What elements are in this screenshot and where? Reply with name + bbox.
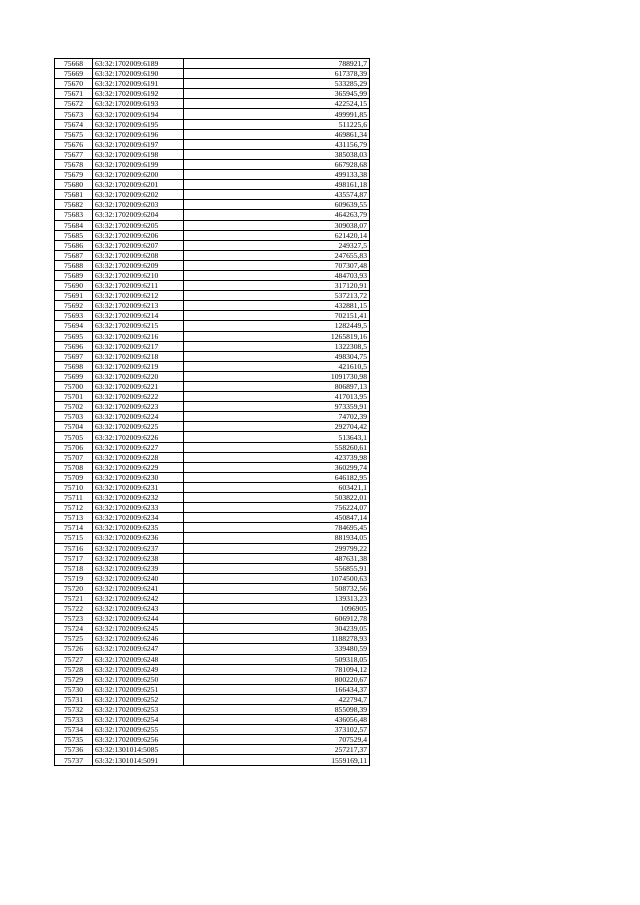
row-number-cell: 75686 — [55, 240, 93, 250]
row-number-cell: 75722 — [55, 604, 93, 614]
value-cell: 511225,6 — [184, 119, 370, 129]
table-row — [55, 220, 370, 230]
value-cell: 788921,7 — [184, 59, 370, 69]
cadastral-number-cell: 63:32:1702009:6227 — [93, 442, 184, 452]
cadastral-number-cell: 63:32:1702009:6231 — [93, 482, 184, 492]
row-number-cell: 75718 — [55, 563, 93, 573]
row-number-cell: 75678 — [55, 159, 93, 169]
cadastral-number-cell: 63:32:1702009:6199 — [93, 159, 184, 169]
row-number-cell: 75701 — [55, 392, 93, 402]
row-number-cell: 75695 — [55, 331, 93, 341]
cadastral-number-cell: 63:32:1702009:6237 — [93, 543, 184, 553]
table-row — [55, 503, 370, 513]
row-number-cell: 75675 — [55, 129, 93, 139]
table-row — [55, 180, 370, 190]
value-cell: 464263,79 — [184, 210, 370, 220]
cadastral-number-cell: 63:32:1702009:6245 — [93, 624, 184, 634]
cadastral-number-cell: 63:32:1702009:6248 — [93, 654, 184, 664]
value-cell: 702151,41 — [184, 311, 370, 321]
table-row — [55, 331, 370, 341]
value-cell: 484703,93 — [184, 270, 370, 280]
cadastral-number-cell: 63:32:1702009:6229 — [93, 462, 184, 472]
table-row — [55, 412, 370, 422]
table-row — [55, 361, 370, 371]
row-number-cell: 75680 — [55, 180, 93, 190]
table-row — [55, 371, 370, 381]
cadastral-number-cell: 63:32:1702009:6212 — [93, 291, 184, 301]
value-cell: 309038,07 — [184, 220, 370, 230]
cadastral-number-cell: 63:32:1702009:6225 — [93, 422, 184, 432]
cadastral-number-cell: 63:32:1702009:6256 — [93, 735, 184, 745]
table-row — [55, 452, 370, 462]
cadastral-number-cell: 63:32:1702009:6251 — [93, 684, 184, 694]
row-number-cell: 75688 — [55, 260, 93, 270]
row-number-cell: 75696 — [55, 341, 93, 351]
table-row — [55, 351, 370, 361]
row-number-cell: 75728 — [55, 664, 93, 674]
table-row — [55, 684, 370, 694]
value-cell: 249327,5 — [184, 240, 370, 250]
row-number-cell: 75672 — [55, 99, 93, 109]
row-number-cell: 75729 — [55, 674, 93, 684]
value-cell: 292704,42 — [184, 422, 370, 432]
value-cell: 360299,74 — [184, 462, 370, 472]
row-number-cell: 75682 — [55, 200, 93, 210]
table-row — [55, 422, 370, 432]
cadastral-number-cell: 63:32:1702009:6193 — [93, 99, 184, 109]
row-number-cell: 75673 — [55, 109, 93, 119]
row-number-cell: 75725 — [55, 634, 93, 644]
row-number-cell: 75734 — [55, 725, 93, 735]
row-number-cell: 75716 — [55, 543, 93, 553]
value-cell: 299799,22 — [184, 543, 370, 553]
value-cell: 487631,38 — [184, 553, 370, 563]
row-number-cell: 75735 — [55, 735, 93, 745]
value-cell: 1096905 — [184, 604, 370, 614]
table-row — [55, 462, 370, 472]
value-cell: 784695,45 — [184, 523, 370, 533]
table-row — [55, 654, 370, 664]
cadastral-number-cell: 63:32:1702009:6213 — [93, 301, 184, 311]
cadastral-number-cell: 63:32:1702009:6249 — [93, 664, 184, 674]
row-number-cell: 75731 — [55, 694, 93, 704]
cadastral-number-cell: 63:32:1702009:6209 — [93, 260, 184, 270]
table-row — [55, 89, 370, 99]
data-table — [54, 58, 370, 766]
cadastral-number-cell: 63:32:1702009:6192 — [93, 89, 184, 99]
cadastral-number-cell: 63:32:1702009:6200 — [93, 170, 184, 180]
value-cell: 509318,05 — [184, 654, 370, 664]
value-cell: 855098,39 — [184, 705, 370, 715]
row-number-cell: 75732 — [55, 705, 93, 715]
cadastral-number-cell: 63:32:1702009:6255 — [93, 725, 184, 735]
table-row — [55, 382, 370, 392]
row-number-cell: 75709 — [55, 472, 93, 482]
table-row — [55, 210, 370, 220]
table-row — [55, 240, 370, 250]
value-cell: 304239,05 — [184, 624, 370, 634]
row-number-cell: 75669 — [55, 69, 93, 79]
cadastral-number-cell: 63:32:1301014:5085 — [93, 745, 184, 755]
table-row — [55, 119, 370, 129]
cadastral-number-cell: 63:32:1301014:5091 — [93, 755, 184, 765]
cadastral-number-cell: 63:32:1702009:6197 — [93, 139, 184, 149]
table-row — [55, 79, 370, 89]
value-cell: 617378,39 — [184, 69, 370, 79]
value-cell: 1282449,5 — [184, 321, 370, 331]
row-number-cell: 75705 — [55, 432, 93, 442]
table-row — [55, 715, 370, 725]
cadastral-number-cell: 63:32:1702009:6236 — [93, 533, 184, 543]
cadastral-number-cell: 63:32:1702009:6208 — [93, 250, 184, 260]
table-row — [55, 311, 370, 321]
table-row — [55, 725, 370, 735]
row-number-cell: 75693 — [55, 311, 93, 321]
value-cell: 800220,67 — [184, 674, 370, 684]
row-number-cell: 75712 — [55, 503, 93, 513]
cadastral-number-cell: 63:32:1702009:6235 — [93, 523, 184, 533]
cadastral-number-cell: 63:32:1702009:6242 — [93, 593, 184, 603]
cadastral-number-cell: 63:32:1702009:6203 — [93, 200, 184, 210]
row-number-cell: 75721 — [55, 593, 93, 603]
row-number-cell: 75697 — [55, 351, 93, 361]
table-row — [55, 472, 370, 482]
cadastral-number-cell: 63:32:1702009:6243 — [93, 604, 184, 614]
cadastral-number-cell: 63:32:1702009:6221 — [93, 382, 184, 392]
value-cell: 373102,57 — [184, 725, 370, 735]
value-cell: 603421,1 — [184, 482, 370, 492]
table-row — [55, 694, 370, 704]
table-row — [55, 402, 370, 412]
table-body — [55, 59, 370, 766]
value-cell: 421610,5 — [184, 361, 370, 371]
cadastral-number-cell: 63:32:1702009:6202 — [93, 190, 184, 200]
cadastral-number-cell: 63:32:1702009:6211 — [93, 281, 184, 291]
value-cell: 646182,95 — [184, 472, 370, 482]
value-cell: 499991,85 — [184, 109, 370, 119]
table-row — [55, 745, 370, 755]
row-number-cell: 75710 — [55, 482, 93, 492]
cadastral-number-cell: 63:32:1702009:6238 — [93, 553, 184, 563]
value-cell: 432881,15 — [184, 301, 370, 311]
value-cell: 513643,1 — [184, 432, 370, 442]
row-number-cell: 75685 — [55, 230, 93, 240]
cadastral-number-cell: 63:32:1702009:6190 — [93, 69, 184, 79]
row-number-cell: 75720 — [55, 583, 93, 593]
row-number-cell: 75668 — [55, 59, 93, 69]
row-number-cell: 75727 — [55, 654, 93, 664]
cadastral-number-cell: 63:32:1702009:6215 — [93, 321, 184, 331]
cadastral-number-cell: 63:32:1702009:6239 — [93, 563, 184, 573]
value-cell: 609639,55 — [184, 200, 370, 210]
row-number-cell: 75670 — [55, 79, 93, 89]
value-cell: 257217,37 — [184, 745, 370, 755]
cadastral-number-cell: 63:32:1702009:6214 — [93, 311, 184, 321]
cadastral-number-cell: 63:32:1702009:6232 — [93, 493, 184, 503]
table-row — [55, 624, 370, 634]
table-row — [55, 563, 370, 573]
row-number-cell: 75726 — [55, 644, 93, 654]
table-row — [55, 129, 370, 139]
row-number-cell: 75724 — [55, 624, 93, 634]
cadastral-number-cell: 63:32:1702009:6219 — [93, 361, 184, 371]
value-cell: 781094,12 — [184, 664, 370, 674]
table-row — [55, 755, 370, 765]
table-row — [55, 482, 370, 492]
cadastral-number-cell: 63:32:1702009:6252 — [93, 694, 184, 704]
row-number-cell: 75681 — [55, 190, 93, 200]
cadastral-number-cell: 63:32:1702009:6216 — [93, 331, 184, 341]
value-cell: 450847,14 — [184, 513, 370, 523]
value-cell: 417013,95 — [184, 392, 370, 402]
value-cell: 973359,91 — [184, 402, 370, 412]
value-cell: 139313,23 — [184, 593, 370, 603]
value-cell: 707529,4 — [184, 735, 370, 745]
cadastral-number-cell: 63:32:1702009:6240 — [93, 573, 184, 583]
table-row — [55, 705, 370, 715]
table-row — [55, 59, 370, 69]
value-cell: 385038,03 — [184, 149, 370, 159]
value-cell: 422524,15 — [184, 99, 370, 109]
value-cell: 707307,48 — [184, 260, 370, 270]
table-row — [55, 442, 370, 452]
table-row — [55, 170, 370, 180]
row-number-cell: 75736 — [55, 745, 93, 755]
row-number-cell: 75717 — [55, 553, 93, 563]
row-number-cell: 75707 — [55, 452, 93, 462]
cadastral-number-cell: 63:32:1702009:6224 — [93, 412, 184, 422]
row-number-cell: 75708 — [55, 462, 93, 472]
value-cell: 469861,34 — [184, 129, 370, 139]
table-row — [55, 301, 370, 311]
value-cell: 499133,38 — [184, 170, 370, 180]
row-number-cell: 75700 — [55, 382, 93, 392]
table-row — [55, 159, 370, 169]
row-number-cell: 75677 — [55, 149, 93, 159]
value-cell: 533285,29 — [184, 79, 370, 89]
table-row — [55, 573, 370, 583]
table-row — [55, 533, 370, 543]
cadastral-number-cell: 63:32:1702009:6228 — [93, 452, 184, 462]
value-cell: 423739,98 — [184, 452, 370, 462]
cadastral-number-cell: 63:32:1702009:6253 — [93, 705, 184, 715]
table-row — [55, 392, 370, 402]
row-number-cell: 75733 — [55, 715, 93, 725]
table-row — [55, 250, 370, 260]
value-cell: 503822,01 — [184, 493, 370, 503]
table-row — [55, 735, 370, 745]
row-number-cell: 75687 — [55, 250, 93, 260]
value-cell: 365945,99 — [184, 89, 370, 99]
cadastral-number-cell: 63:32:1702009:6250 — [93, 674, 184, 684]
cadastral-number-cell: 63:32:1702009:6241 — [93, 583, 184, 593]
value-cell: 1074500,63 — [184, 573, 370, 583]
cadastral-number-cell: 63:32:1702009:6247 — [93, 644, 184, 654]
cadastral-number-cell: 63:32:1702009:6246 — [93, 634, 184, 644]
table-row — [55, 664, 370, 674]
row-number-cell: 75723 — [55, 614, 93, 624]
value-cell: 317120,91 — [184, 281, 370, 291]
table-row — [55, 190, 370, 200]
table-row — [55, 583, 370, 593]
value-cell: 436056,48 — [184, 715, 370, 725]
value-cell: 1265819,16 — [184, 331, 370, 341]
table-row — [55, 341, 370, 351]
cadastral-number-cell: 63:32:1702009:6217 — [93, 341, 184, 351]
row-number-cell: 75730 — [55, 684, 93, 694]
table-row — [55, 109, 370, 119]
row-number-cell: 75689 — [55, 270, 93, 280]
row-number-cell: 75715 — [55, 533, 93, 543]
value-cell: 1559169,11 — [184, 755, 370, 765]
row-number-cell: 75699 — [55, 371, 93, 381]
table-row — [55, 644, 370, 654]
cadastral-number-cell: 63:32:1702009:6244 — [93, 614, 184, 624]
table-row — [55, 270, 370, 280]
table-row — [55, 69, 370, 79]
value-cell: 1322308,5 — [184, 341, 370, 351]
row-number-cell: 75690 — [55, 281, 93, 291]
value-cell: 166434,37 — [184, 684, 370, 694]
table-row — [55, 614, 370, 624]
table-row — [55, 553, 370, 563]
table-row — [55, 634, 370, 644]
row-number-cell: 75698 — [55, 361, 93, 371]
cadastral-number-cell: 63:32:1702009:6222 — [93, 392, 184, 402]
cadastral-number-cell: 63:32:1702009:6194 — [93, 109, 184, 119]
cadastral-number-cell: 63:32:1702009:6198 — [93, 149, 184, 159]
table-row — [55, 291, 370, 301]
table-row — [55, 321, 370, 331]
table-row — [55, 230, 370, 240]
row-number-cell: 75694 — [55, 321, 93, 331]
table-row — [55, 149, 370, 159]
value-cell: 247655,83 — [184, 250, 370, 260]
value-cell: 435574,87 — [184, 190, 370, 200]
row-number-cell: 75737 — [55, 755, 93, 765]
row-number-cell: 75719 — [55, 573, 93, 583]
cadastral-number-cell: 63:32:1702009:6196 — [93, 129, 184, 139]
cadastral-number-cell: 63:32:1702009:6195 — [93, 119, 184, 129]
cadastral-number-cell: 63:32:1702009:6205 — [93, 220, 184, 230]
row-number-cell: 75702 — [55, 402, 93, 412]
row-number-cell: 75713 — [55, 513, 93, 523]
value-cell: 498161,18 — [184, 180, 370, 190]
row-number-cell: 75704 — [55, 422, 93, 432]
cadastral-number-cell: 63:32:1702009:6207 — [93, 240, 184, 250]
value-cell: 537213,72 — [184, 291, 370, 301]
cadastral-number-cell: 63:32:1702009:6191 — [93, 79, 184, 89]
value-cell: 556855,91 — [184, 563, 370, 573]
value-cell: 74702,39 — [184, 412, 370, 422]
table-row — [55, 543, 370, 553]
cadastral-number-cell: 63:32:1702009:6201 — [93, 180, 184, 190]
value-cell: 667928,68 — [184, 159, 370, 169]
table-row — [55, 604, 370, 614]
cadastral-number-cell: 63:32:1702009:6206 — [93, 230, 184, 240]
cadastral-number-cell: 63:32:1702009:6254 — [93, 715, 184, 725]
value-cell: 558260,61 — [184, 442, 370, 452]
cadastral-number-cell: 63:32:1702009:6233 — [93, 503, 184, 513]
cadastral-number-cell: 63:32:1702009:6204 — [93, 210, 184, 220]
row-number-cell: 75691 — [55, 291, 93, 301]
row-number-cell: 75676 — [55, 139, 93, 149]
value-cell: 422794,7 — [184, 694, 370, 704]
table-row — [55, 674, 370, 684]
row-number-cell: 75674 — [55, 119, 93, 129]
cadastral-number-cell: 63:32:1702009:6218 — [93, 351, 184, 361]
cadastral-number-cell: 63:32:1702009:6223 — [93, 402, 184, 412]
cadastral-number-cell: 63:32:1702009:6220 — [93, 371, 184, 381]
table-row — [55, 432, 370, 442]
value-cell: 339480,59 — [184, 644, 370, 654]
value-cell: 881934,05 — [184, 533, 370, 543]
value-cell: 1188278,93 — [184, 634, 370, 644]
value-cell: 606912,78 — [184, 614, 370, 624]
value-cell: 621420,14 — [184, 230, 370, 240]
cadastral-number-cell: 63:32:1702009:6234 — [93, 513, 184, 523]
value-cell: 1091730,98 — [184, 371, 370, 381]
table-row — [55, 139, 370, 149]
row-number-cell: 75706 — [55, 442, 93, 452]
value-cell: 431156,79 — [184, 139, 370, 149]
table-row — [55, 513, 370, 523]
row-number-cell: 75714 — [55, 523, 93, 533]
table-row — [55, 260, 370, 270]
value-cell: 508732,56 — [184, 583, 370, 593]
row-number-cell: 75679 — [55, 170, 93, 180]
row-number-cell: 75711 — [55, 493, 93, 503]
row-number-cell: 75683 — [55, 210, 93, 220]
cadastral-number-cell: 63:32:1702009:6226 — [93, 432, 184, 442]
row-number-cell: 75703 — [55, 412, 93, 422]
table-row — [55, 493, 370, 503]
table-row — [55, 281, 370, 291]
table-row — [55, 593, 370, 603]
row-number-cell: 75684 — [55, 220, 93, 230]
table-row — [55, 523, 370, 533]
value-cell: 806897,13 — [184, 382, 370, 392]
value-cell: 498304,75 — [184, 351, 370, 361]
row-number-cell: 75671 — [55, 89, 93, 99]
cadastral-number-cell: 63:32:1702009:6230 — [93, 472, 184, 482]
value-cell: 756224,07 — [184, 503, 370, 513]
cadastral-number-cell: 63:32:1702009:6189 — [93, 59, 184, 69]
cadastral-number-cell: 63:32:1702009:6210 — [93, 270, 184, 280]
table-row — [55, 200, 370, 210]
table-row — [55, 99, 370, 109]
row-number-cell: 75692 — [55, 301, 93, 311]
